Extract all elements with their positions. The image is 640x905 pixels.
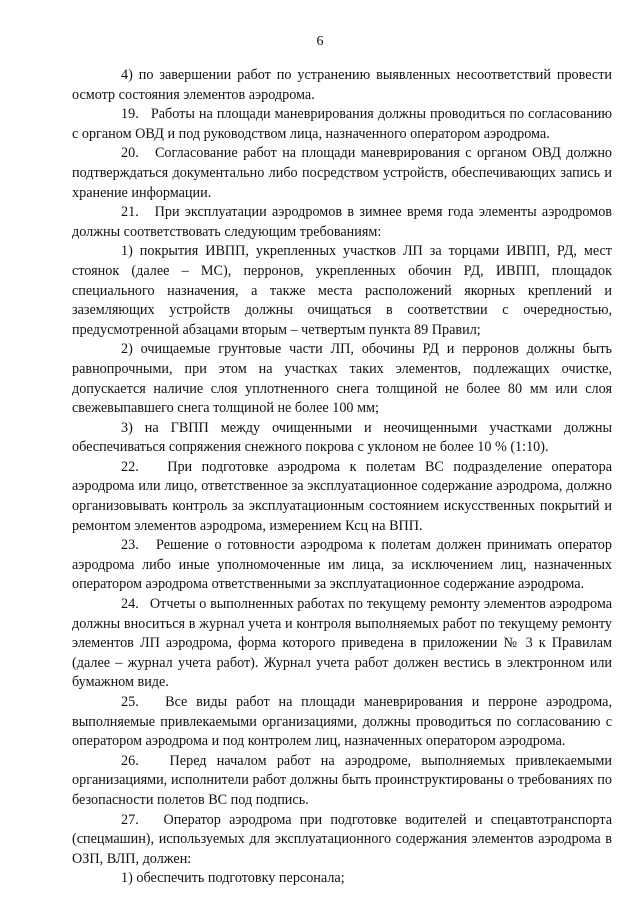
paragraph-21-item-1: 1) покрытия ИВПП, укрепленных участков ЛП за торцами ИВПП, РД, мест стоянок (далее – МС), перронов, укрепленных обочин РД, ИВПП, площадок специального назначения, а также места расположений якорных креплений и заземляющих устройств должны очищаться в соответствии с очередностью, предусмотренной абзацами вторым – четвертым пункта 89 Правил; <box>72 243 612 338</box>
paragraph-21-item-3: 3) на ГВПП между очищенными и неочищенными участками должны обеспечиваться сопряжения снежного покрова с уклоном не более 10 % (1:10). <box>72 419 612 456</box>
paragraph-item-4-completion: 4) по завершении работ по устранению выявленных несоответствий провести осмотр состояния элементов аэродрома. <box>72 67 612 103</box>
paragraph-20: 20. Согласование работ на площади маневрирования с органом ОВД должно подтверждаться документально либо посредством устройств, обеспечивающих запись и хранение информации. <box>72 145 612 201</box>
paragraph-25: 25. Все виды работ на площади маневрирования и перроне аэродрома, выполняемые привлекаемыми организациями, должны проводиться по согласованию с оператором аэродрома и под контролем лиц, назначенных оператором аэродрома. <box>72 694 612 750</box>
paragraph-24: 24. Отчеты о выполненных работах по текущему ремонту элементов аэродрома должны вноситься в журнал учета и контроля выполняемых работ по текущему ремонту элементов ЛП аэродрома, форма которого приведена в приложении № 3 к Правилам (далее – журнал учета работ). Журнал учета работ должен вестись в электронном или бумажном виде. <box>72 596 612 691</box>
paragraph-23: 23. Решение о готовности аэродрома к полетам должен принимать оператор аэродрома либо иные уполномоченные им лица, за исключением лиц, назначенных оператором аэродрома ответственными за эксплуатационное содержание аэродрома. <box>72 537 612 593</box>
paragraph-27-item-1: 1) обеспечить подготовку персонала; <box>121 870 345 887</box>
paragraph-27: 27. Оператор аэродрома при подготовке водителей и спецавтотранспорта (спецмашин), используемых для эксплуатационного содержания элементов аэродрома в ОЗП, ВЛП, должен: <box>72 811 612 867</box>
paragraph-26: 26. Перед началом работ на аэродроме, выполняемых привлекаемыми организациями, исполнители работ должны быть проинструктированы о требованиях по безопасности полетов ВС под подпись. <box>72 752 612 808</box>
paragraph-19: 19. Работы на площади маневрирования должны проводиться по согласованию с органом ОВД и под руководством лица, назначенного оператором аэродрома. <box>72 106 612 142</box>
paragraph-21-item-2: 2) очищаемые грунтовые части ЛП, обочины РД и перронов должны быть равнопрочными, при этом на участках таких элементов, подлежащих очистке, допускается наличие слоя уплотненного снега толщиной не более 80 мм или слоя свежевыпавшего снега толщиной не более 100 мм; <box>72 341 612 417</box>
paragraph-22: 22. При подготовке аэродрома к полетам ВС подразделение оператора аэродрома или лицо, ответственное за эксплуатационное содержание аэродрома, должно организовывать контроль за эксплуатационным состоянием искусственных покрытий и ремонтом элементов аэродрома, измерением Ксц на ВПП. <box>72 458 612 534</box>
document-body <box>72 66 612 889</box>
paragraph-21: 21. При эксплуатации аэродромов в зимнее время года элементы аэродромов должны соответствовать следующим требованиям: <box>72 204 612 240</box>
page-number: 6 <box>316 34 324 49</box>
